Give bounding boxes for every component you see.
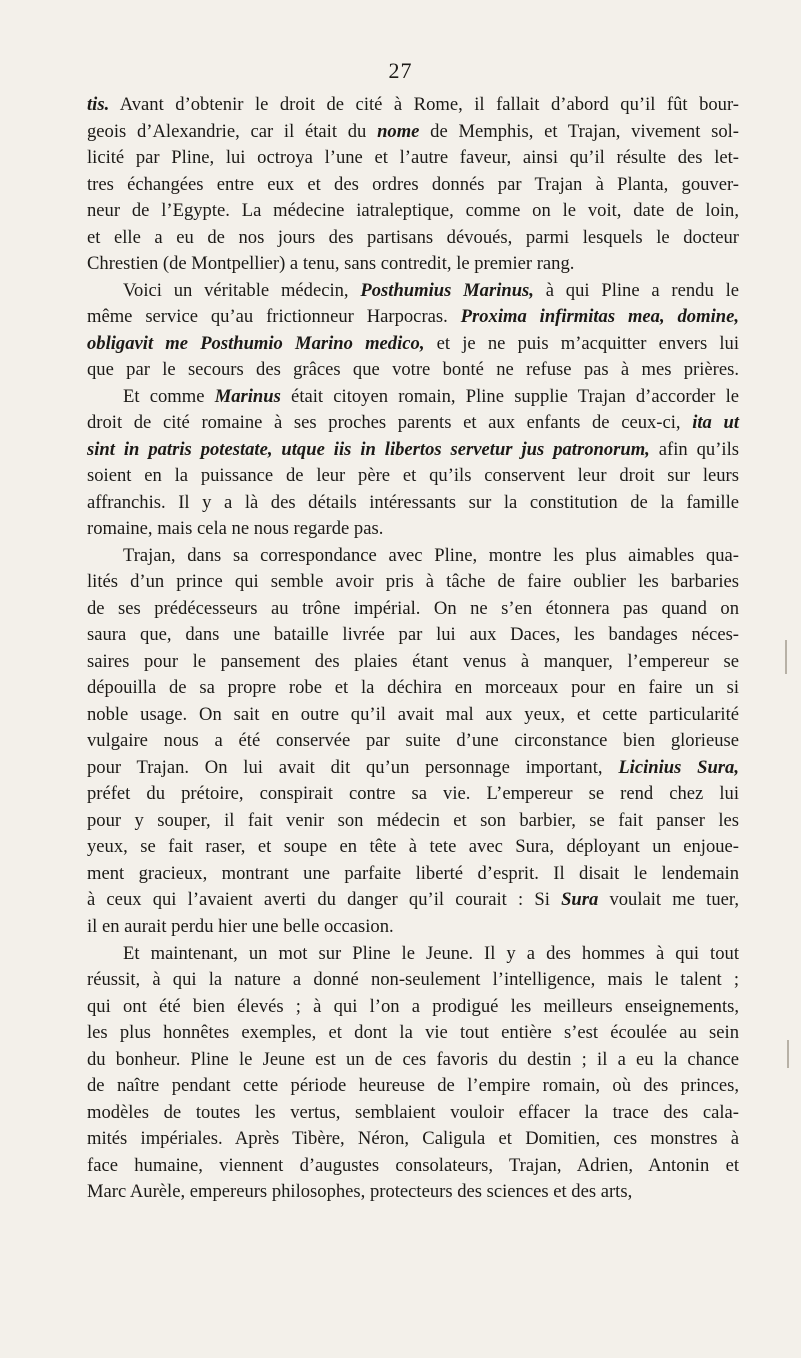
text-line: [87, 569, 739, 596]
text-line: [87, 516, 739, 543]
text-segment: lités d’un prince qui semble avoir pris à tâche de faire oublier les barbaries: [87, 571, 739, 593]
text-line: [87, 463, 739, 490]
text-segment: neur de l’Egypte. La médecine iatraleptique, comme on le voit, date de loin,: [87, 200, 739, 222]
text-line: [87, 92, 739, 119]
text-segment: préfet du prétoire, conspirait contre sa vie. L’empereur se rend chez lui: [87, 783, 739, 805]
text-segment: licité par Pline, lui octroya l’une et l’autre faveur, ainsi qu’il résulte des let-: [87, 147, 739, 169]
text-segment: les plus honnêtes exemples, et dont la vie tout entière s’est écoulée au sein: [87, 1022, 739, 1044]
text-line: [87, 198, 739, 225]
text-line: [87, 1126, 739, 1153]
text-segment: noble usage. On sait en outre qu’il avait mal aux yeux, et cette particularité: [87, 703, 739, 725]
text-segment: face humaine, viennent d’augustes consolateurs, Trajan, Adrien, Antonin et: [87, 1154, 739, 1176]
text-line: [87, 1047, 739, 1074]
italic-text: tis.: [87, 94, 110, 115]
italic-text: Posthumius Marinus,: [360, 279, 534, 301]
text-segment: réussit, à qui la nature a donné non-seulement l’intelligence, mais le talent ;: [87, 969, 739, 991]
text-segment: dépouilla de sa propre robe et la déchira en morceaux pour en faire un si: [87, 677, 739, 699]
text-segment: saires pour le pansement des plaies étant venus à manquer, l’empereur se: [87, 650, 739, 672]
text-line: [87, 808, 739, 835]
text-segment: Trajan, dans sa correspondance avec Pline, montre les plus aimables qua-: [123, 544, 739, 566]
text-segment: soient en la puissance de leur père et qu’ils conservent leur droit sur leurs: [87, 465, 739, 487]
italic-text: Marinus: [214, 385, 281, 407]
text-segment: qui ont été bien élevés ; à qui l’on a prodigué les meilleurs enseignements,: [87, 995, 739, 1017]
text-segment: Et maintenant, un mot sur Pline le Jeune. Il y a des hommes à qui tout: [123, 942, 739, 964]
text-line: [87, 1020, 739, 1047]
text-line: [87, 278, 739, 305]
text-line: [87, 596, 739, 623]
text-segment: et elle a eu de nos jours des partisans dévoués, parmi lesquels le docteur: [87, 226, 739, 248]
text-line: [87, 331, 739, 358]
text-line: [87, 225, 739, 252]
text-segment: geois d’Alexandrie, car il était du: [87, 120, 378, 142]
text-segment: Marc Aurèle, empereurs philosophes, protecteurs des sciences et des arts,: [87, 1181, 633, 1203]
text-line: [87, 728, 739, 755]
text-segment: Voici un véritable médecin,: [123, 279, 361, 301]
page-number: 27: [388, 58, 413, 83]
text-line: [87, 384, 739, 411]
italic-text: sint in patris potestate, utque iis in libertos servetur jus patronorum,: [87, 438, 650, 460]
text-segment: ment gracieux, montrant une parfaite liberté d’esprit. Il disait le lendemain: [87, 862, 739, 884]
text-line: [87, 1073, 739, 1100]
text-segment: voulait me tuer,: [598, 889, 739, 911]
text-segment: modèles de toutes les vertus, semblaient vouloir effacer la trace des cala-: [87, 1101, 739, 1123]
text-segment: saura que, dans une bataille livrée par lui aux Daces, les bandages néces-: [87, 624, 739, 646]
text-segment: vulgaire nous a été conservée par suite d’une circonstance bien glorieuse: [87, 730, 739, 752]
text-segment: à ceux qui l’avaient averti du danger qu’il courait : Si: [87, 889, 562, 911]
text-line: [87, 1179, 739, 1206]
text-line: [87, 675, 739, 702]
text-line: [87, 967, 739, 994]
text-segment: yeux, se fait raser, et soupe en tête à tete avec Sura, déployant un enjoue-: [87, 836, 739, 858]
text-segment: pour y souper, il fait venir son médecin et son barbier, se fait panser les: [87, 809, 739, 831]
text-segment: même service qu’au frictionneur Harpocras.: [87, 306, 461, 328]
body-text: [87, 92, 739, 1206]
text-segment: et je ne puis m’acquitter envers lui: [424, 332, 739, 354]
margin-mark: [787, 1040, 789, 1068]
text-line: [87, 119, 739, 146]
text-line: [87, 994, 739, 1021]
text-segment: Chrestien (de Montpellier) a tenu, sans contredit, le premier rang.: [87, 253, 575, 275]
text-segment: de ses prédécesseurs au trône impérial. On ne s’en étonnera pas quand on: [87, 597, 739, 619]
text-line: [87, 755, 739, 782]
text-line: [87, 1100, 739, 1127]
text-segment: il en aurait perdu hier une belle occasion.: [87, 915, 394, 937]
text-segment: que par le secours des grâces que votre bonté ne refuse pas à mes prières.: [87, 359, 739, 381]
text-segment: de Memphis, et Trajan, vivement sol-: [419, 120, 739, 142]
text-line: [87, 622, 739, 649]
text-line: [87, 490, 739, 517]
italic-text: Licinius Sura,: [618, 756, 739, 778]
text-line: [87, 702, 739, 729]
text-line: [87, 304, 739, 331]
text-line: [87, 834, 739, 861]
text-segment: Avant d’obtenir le droit de cité à Rome, il fallait d’abord qu’il fût bour-: [109, 94, 739, 115]
text-segment: droit de cité romaine à ses proches parents et aux enfants de ceux-ci,: [87, 412, 693, 434]
text-line: [87, 410, 739, 437]
text-segment: à qui Pline a rendu le: [533, 279, 739, 301]
italic-text: Proxima infirmitas mea, domine,: [460, 306, 739, 328]
text-line: [87, 543, 739, 570]
italic-text: nome: [377, 120, 420, 142]
text-segment: afin qu’ils: [649, 438, 739, 460]
text-line: [87, 1153, 739, 1180]
text-segment: romaine, mais cela ne nous regarde pas.: [87, 518, 384, 540]
text-line: [87, 437, 739, 464]
text-line: [87, 172, 739, 199]
text-segment: Et comme: [123, 385, 215, 407]
text-line: [87, 861, 739, 888]
text-line: [87, 649, 739, 676]
italic-text: ita ut: [692, 412, 739, 434]
text-segment: du bonheur. Pline le Jeune est un de ces favoris du destin ; il a eu la chance: [87, 1048, 739, 1070]
text-segment: pour Trajan. On lui avait dit qu’un personnage important,: [87, 756, 619, 778]
text-segment: était citoyen romain, Pline supplie Trajan d’accorder le: [280, 385, 739, 407]
text-segment: tres échangées entre eux et des ordres donnés par Trajan à Planta, gouver-: [87, 173, 739, 195]
italic-text: obligavit me Posthumio Marino medico,: [87, 332, 425, 354]
margin-mark: [785, 640, 787, 674]
text-line: [87, 914, 739, 941]
text-segment: de naître pendant cette période heureuse de l’empire romain, où des princes,: [87, 1075, 739, 1097]
text-line: [87, 251, 739, 278]
text-segment: mités impériales. Après Tibère, Néron, Caligula et Domitien, ces monstres à: [87, 1128, 739, 1150]
text-line: [87, 887, 739, 914]
text-segment: affranchis. Il y a là des détails intéressants sur la constitution de la famille: [87, 491, 739, 513]
text-line: [87, 357, 739, 384]
italic-text: Sura: [561, 889, 599, 911]
text-line: [87, 145, 739, 172]
text-line: [87, 941, 739, 968]
text-line: [87, 781, 739, 808]
